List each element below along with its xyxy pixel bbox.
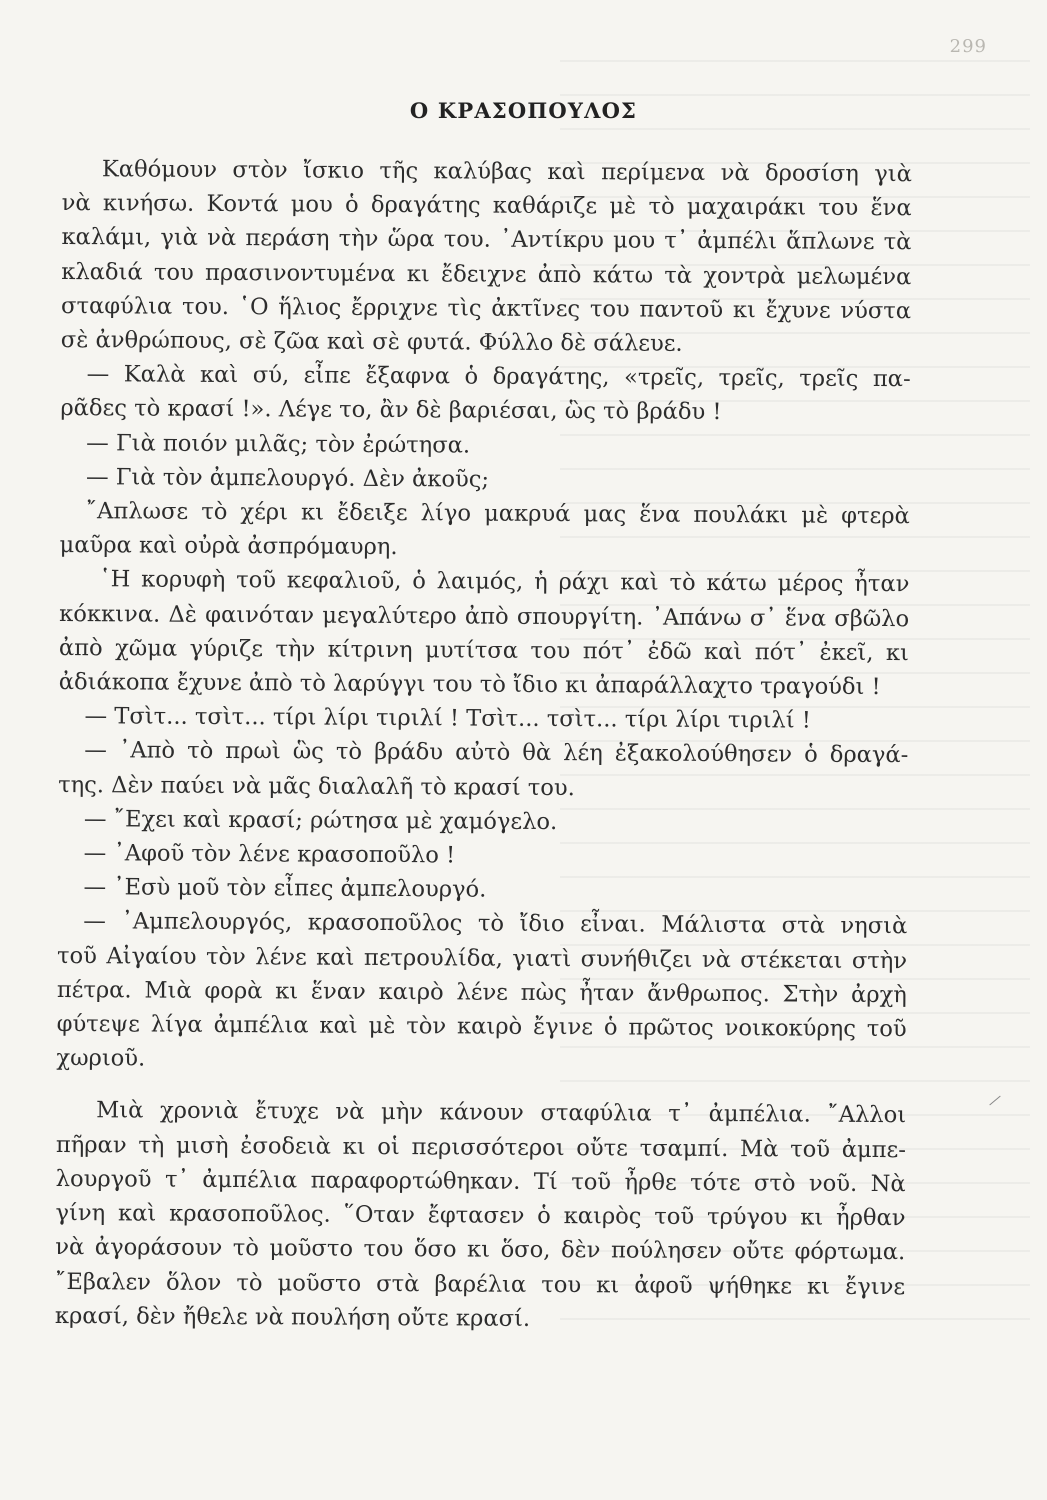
text-line: πῆραν τὴ μισὴ ἐσοδειὰ κι οἱ περισσότεροι οὔτε τσαμπί. Μὰ τοῦ ἀμπε- [55, 1131, 906, 1163]
text-line: λουργοῦ τ᾿ ἀμπέλια παραφορτώθηκαν. Τί τοῦ ἦρθε τότε στὸ νοῦ. Νὰ [55, 1165, 906, 1198]
text-line: Καθόμουν στὸν ἴσκιο τῆς καλύβας καὶ περίμενα νὰ δροσίση γιὰ [101, 156, 912, 188]
text-line: ῾Η κορυφὴ τοῦ κεφαλιοῦ, ὁ λαιμός, ἡ ράχι καὶ τὸ κάτω μέρος ἦταν [99, 566, 910, 598]
chapter-title: Ο ΚΡΑΣΟΠΟΥΛΟΣ [409, 98, 638, 123]
dialogue-line: — ᾿Απὸ τὸ πρωὶ ὣς τὸ βράδυ αὐτὸ θὰ λέη ἐξακολούθησεν ὁ δραγά- [84, 737, 909, 769]
text-line: μαῦρα καὶ οὐρὰ ἀσπρόμαυρη. [59, 532, 398, 561]
dialogue-line: — ᾿Εσὺ μοῦ τὸν εἶπες ἀμπελουργό. [83, 874, 487, 903]
text-line: χωριοῦ. [56, 1045, 146, 1072]
dialogue-line: — ᾿Αμπελουργός, κρασοποῦλος τὸ ἴδιο εἶναι. Μάλιστα στὰ νησιὰ [83, 908, 908, 940]
text-line: κρασί, δὲν ἤθελε νὰ πουλήση οὔτε κρασί. [54, 1302, 531, 1332]
text-line: ἀπὸ χῶμα γύριζε τὴν κίτρινη μυτίτσα του πότ᾿ ἐδῶ καὶ πότ᾿ ἐκεῖ, κι [58, 634, 910, 667]
text-line: φύτεψε λίγα ἀμπέλια καὶ μὲ τὸν καιρὸ ἔγινε ὁ πρῶτος νοικοκύρης τοῦ [56, 1011, 907, 1043]
text-line: κλαδιά του πρασινοντυμένα κι ἔδειχνε ἀπὸ κάτω τὰ χοντρὰ μελωμένα [61, 258, 912, 290]
dialogue-line: — ᾿Αφοῦ τὸν λένε κρασοποῦλο ! [83, 840, 456, 869]
text-line: σταφύλια του. ῾Ο ἥλιος ἔρριχνε τὶς ἀκτῖνες του παντοῦ κι ἔχυνε νύστα [60, 292, 912, 325]
text-line: Μιὰ χρονιὰ ἔτυχε νὰ μὴν κάνουν σταφύλια τ᾿ ἀμπέλια. ῎Αλλοι [96, 1097, 907, 1129]
dialogue-line: — Τσὶτ... τσὶτ... τίρι λίρι τιριλί ! Τσὶτ... τσὶτ... τίρι λίρι τιριλί ! [84, 703, 812, 734]
text-line: νὰ ἀγοράσουν τὸ μοῦστο του ὅσο κι ὅσο, δὲν πούλησεν οὔτε φόρτωμα. [55, 1234, 906, 1266]
text-line: ῎Απλωσε τὸ χέρι κι ἔδειξε λίγο μακρυά μας ἕνα πουλάκι μὲ φτερὰ [85, 498, 910, 530]
text-line: τοῦ Αἰγαίου τὸν λένε καὶ πετρουλίδα, γιατὶ συνήθιζει νὰ στέκεται στὴν [57, 942, 908, 974]
stray-pen-mark [989, 1096, 1000, 1106]
text-line: ῎Εβαλεν ὅλον τὸ μοῦστο στὰ βαρέλια του κι ἀφοῦ ψήθηκε κι ἔγινε [55, 1268, 906, 1300]
page-number: 299 [949, 36, 987, 57]
text-line: καλάμι, γιὰ νὰ περάση τὴν ὥρα του. ᾿Αντίκρυ μου τ᾿ ἀμπέλι ἅπλωνε τὰ [61, 224, 912, 256]
dialogue-line: — Γιὰ ποιόν μιλᾶς; τὸν ἐρώτησα. [86, 429, 471, 459]
text-line: της. Δὲν παύει νὰ μᾶς διαλαλῆ τὸ κρασί του. [58, 771, 575, 801]
text-line: νὰ κινήσω. Κοντά μου ὁ δραγάτης καθάριζε μὲ τὸ μαχαιράκι του ἕνα [61, 190, 912, 222]
text-line: ἀδιάκοπα ἔχυνε ἀπὸ τὸ λαρύγγι του τὸ ἴδιο κι ἀπαράλλαχτο τραγούδι ! [58, 669, 881, 701]
text-line: πέτρα. Μιὰ φορὰ κι ἕναν καιρὸ λένε πὼς ἦταν ἄνθρωπος. Στὴν ἀρχὴ [56, 976, 907, 1009]
dialogue-line: — Γιὰ τὸν ἀμπελουργό. Δὲν ἀκοῦς; [85, 463, 490, 493]
text-line: σὲ ἀνθρώπους, σὲ ζῶα καὶ σὲ φυτά. Φύλλο δὲ σάλευε. [60, 327, 683, 357]
dialogue-line: — Καλὰ καὶ σύ, εἶπε ἔξαφνα ὁ δραγάτης, «τρεῖς, τρεῖς, τρεῖς πα- [86, 361, 911, 393]
dialogue-line: — ῎Εχει καὶ κρασί; ρώτησα μὲ χαμόγελο. [83, 806, 558, 835]
text-line: γίνη καὶ κρασοποῦλος. ῞Οταν ἔφτασεν ὁ καιρὸς τοῦ τρύγου κι ἦρθαν [55, 1200, 906, 1232]
story-text [55, 152, 912, 1338]
text-line: κόκκινα. Δὲ φαινόταν μεγαλύτερο ἀπὸ σπουργίτη. ᾿Απάνω σ᾿ ἕνα σβῶλο [59, 600, 910, 632]
text-line: ρᾶδες τὸ κρασί !». Λέγε το, ἂν δὲ βαριέσαι, ὣς τὸ βράδυ ! [60, 395, 722, 426]
